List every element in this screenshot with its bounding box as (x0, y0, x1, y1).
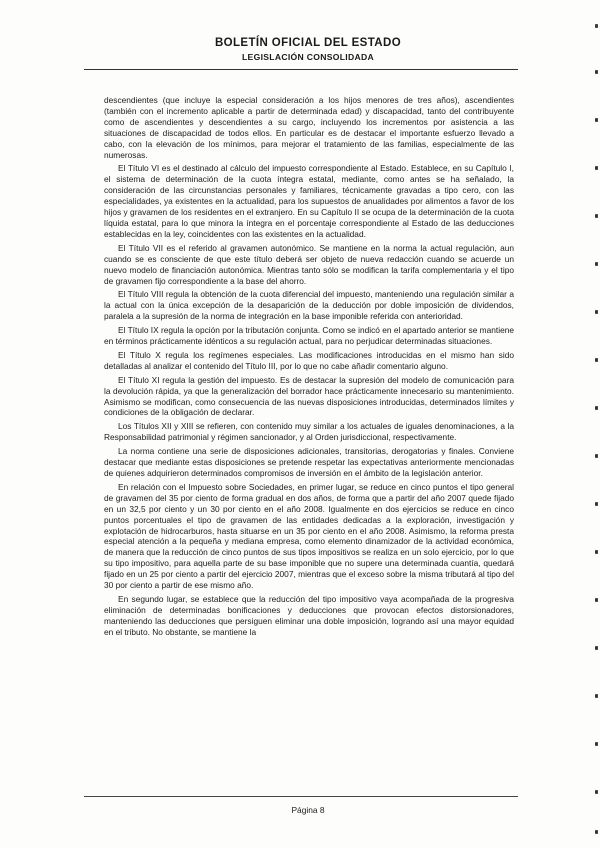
paragraph: El Título VII es el referido al gravamen autonómico. Se mantiene en la norma la actual regulación, aun cuando se es consciente de que este título deberá ser objeto de nueva redacción cuando se acuerde un nuevo modelo de financiación autonómica. Mientras tanto sólo se modifican la tarifa complementaria y el tipo de gravamen fijo correspondiente a la base del ahorro. (104, 242, 514, 286)
paragraph: El Título IX regula la opción por la tributación conjunta. Como se indicó en el apartado anterior se mantiene en términos prácticamente idénticos a su regulación actual, para no perjudicar determinadas situaciones. (104, 325, 514, 347)
scan-mark (595, 598, 598, 602)
scan-mark (595, 830, 598, 834)
paragraph: descendientes (que incluye la especial consideración a los hijos menores de tres años), ascendientes (también con el incremento aplicable a partir de determinada edad) y discapacidad, tanto del contribuyente como de ascendientes y descendientes a su cargo, incluyendo los incrementos por asistencia a las situaciones de discapacidad de todos ellos. En particular es de destacar el importante esfuerzo llevado a cabo, con la elevación de los mínimos, para mejorar el tratamiento de las familias, especialmente de las numerosas. (104, 95, 514, 160)
scan-mark (595, 262, 598, 266)
scan-mark (595, 310, 598, 314)
scan-mark (595, 214, 598, 218)
paragraph: El Título XI regula la gestión del impuesto. Es de destacar la supresión del modelo de comunicación para la devolución rápida, ya que la generalización del borrador hace prácticamente innecesario su mantenimiento. Asimismo se modifican, como consecuencia de las nuevas disposiciones introducidas, determinados límites y condiciones de la obligación de declarar. (104, 374, 514, 418)
scan-mark (595, 166, 598, 170)
scan-mark (595, 742, 598, 746)
body-text (104, 95, 514, 641)
scan-mark (595, 24, 598, 28)
scan-mark (595, 70, 598, 74)
scan-mark (595, 646, 598, 650)
paragraph: En relación con el Impuesto sobre Sociedades, en primer lugar, se reduce en cinco puntos el tipo general de gravamen del 35 por ciento de forma gradual en dos años, de forma que a partir del año 2007 quede fijado en un 32,5 por ciento y un 30 por ciento en el año 2008. Igualmente en dos ejercicios se reduce en cinco puntos porcentuales el tipo de gravamen de las entidades dedicadas a la exploración, investigación y explotación de hidrocarburos, hasta situarse en un 35 por ciento en el año 2008. Asimismo, la reforma presta especial atención a la pequeña y mediana empresa, como elemento dinamizador de la actividad económica, de manera que la reducción de cinco puntos de sus tipos impositivos se realiza en un solo ejercicio, por lo que su tipo impositivo, para aquella parte de su base imponible que no supere una determinada cuantía, quedará fijado en un 25 por ciento a partir del ejercicio 2007, mientras que el exceso sobre la misma tributará al tipo del 30 por ciento a partir de ese mismo año. (104, 481, 514, 591)
page-number: Página 8 (291, 805, 325, 815)
paragraph: El Título VI es el destinado al cálculo del impuesto correspondiente al Estado. Establece, en su Capítulo I, el sistema de determinación de la cuota íntegra estatal, mediante, como antes se ha señalado, la consideración de las circunstancias personales y familiares, técnicamente gravadas a tipo cero, con las especialidades, ya existentes en la actualidad, para los supuestos de anualidades por alimentos a favor de los hijos y gravamen de los residentes en el extranjero. En su Capítulo II se ocupa de la determinación de la cuota líquida estatal, para lo que minora la íntegra en el porcentaje correspondiente al Estado de las deducciones establecidas en la ley, coincidentes con las existentes en la actualidad. (104, 163, 514, 239)
scan-mark (595, 790, 598, 794)
scan-mark (595, 694, 598, 698)
scan-mark (595, 454, 598, 458)
document-header (104, 36, 512, 63)
scan-mark (595, 406, 598, 410)
publication-title: BOLETÍN OFICIAL DEL ESTADO (214, 37, 402, 49)
scan-mark (595, 358, 598, 362)
header-divider (84, 69, 518, 70)
paragraph: La norma contiene una serie de disposiciones adicionales, transitorias, derogatorias y finales. Conviene destacar que mediante estas disposiciones se pretende respetar las expectativas anteriormente mencionadas de quienes adquirieron determinados compromisos de inversión en el ámbito de la legislación anterior. (104, 446, 514, 478)
publication-subtitle: LEGISLACIÓN CONSOLIDADA (242, 52, 374, 62)
scan-mark (595, 550, 598, 554)
paragraph: Los Títulos XII y XIII se refieren, con contenido muy similar a los actuales de iguales denominaciones, a la Responsabilidad patrimonial y régimen sancionador, y al Orden jurisdiccional, respectivamente. (104, 421, 514, 443)
paragraph: El Título X regula los regímenes especiales. Las modificaciones introducidas en el mismo han sido detalladas al analizar el contenido del Título III, por lo que no cabe añadir comentario alguno. (104, 349, 514, 371)
paragraph: El Título VIII regula la obtención de la cuota diferencial del impuesto, manteniendo una regulación similar a la actual con la única excepción de la desaparición de la deducción por doble imposición de dividendos, paralela a la supresión de la norma de integración en la base imponible referida con anterioridad. (104, 289, 514, 322)
scan-mark (595, 118, 598, 122)
scan-edge-marks (592, 0, 600, 848)
paragraph: En segundo lugar, se establece que la reducción del tipo impositivo vaya acompañada de la progresiva eliminación de determinadas bonificaciones y deducciones que provocan efectos distorsionadores, manteniendo las deducciones que persiguen eliminar una doble imposición, logrando así una mayor equidad en el tributo. No obstante, se mantiene la (104, 593, 514, 637)
footer-divider (84, 796, 518, 797)
scan-mark (595, 502, 598, 506)
